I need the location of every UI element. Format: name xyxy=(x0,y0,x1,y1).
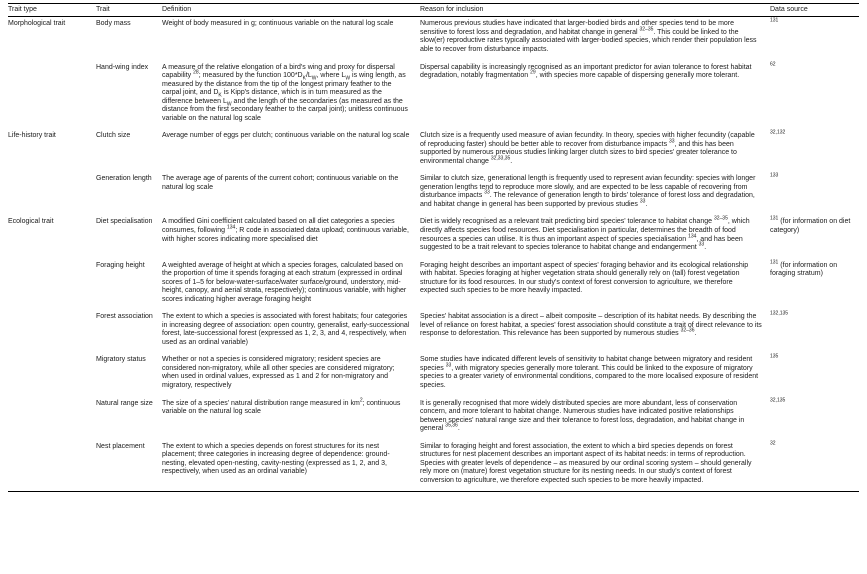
definition-cell: The size of a species' natural distribution range measured in $km^2$; continuous variable on the natural log scale xyxy=(162,397,401,416)
header-trait-type: Trait type xyxy=(8,4,96,17)
row-natural-range-size xyxy=(8,397,859,440)
definition-cell: A modified Gini coefficient calculated based on all diet categories a species consumes, following $^{134}$; R code in associated data upload; continuous variable, with higher scores indicating more specialised diet xyxy=(162,218,409,243)
trait-type-cell xyxy=(8,440,96,492)
data-source-cell: 133 xyxy=(770,173,779,180)
row-nest-placement xyxy=(8,440,859,492)
row-clutch-size xyxy=(8,129,859,172)
trait-name-cell: Body mass xyxy=(96,20,131,28)
trait-type-cell xyxy=(8,310,96,353)
header-data-source: Data source xyxy=(770,4,859,17)
traits-table xyxy=(8,3,859,492)
trait-type-cell: Life-history trait xyxy=(8,132,56,140)
data-source-cell: 62 xyxy=(770,61,776,68)
data-source-cell: 132,135 xyxy=(770,310,789,317)
reason-cell: Numerous previous studies have indicated that larger-bodied birds and other species tend to be more sensitive to forest loss and degradation, and habitat change in general $^{32-35}$. This could be linked to the slow(er) reproductive rates typically associated with larger-bodied species, which render their population less able to recover from disturbance impacts. xyxy=(420,20,757,53)
definition-cell: A measure of the relative elongation of a bird's wing and proxy for dispersal capability $^{28}$; measured by the function $100*D_K/L_W$, where $L_W$ is wing length, as measured by the distance from the tip of the longest primary feather to the carpal joint, and $D_K$ is Kipp's distance, which is in turn measured as the difference between $L_W$ and the length of the secondaries (as measured as the distance from the first secondary feather to the carpal joint); unitless continuous variable on the natural log scale xyxy=(162,63,408,122)
row-migratory-status xyxy=(8,353,859,396)
data-source-cell: 32,135 xyxy=(770,397,786,404)
reason-cell: Diet is widely recognised as a relevant trait predicting bird species' tolerance to habitat change $^{32-35}$, which directly affects species food resources. Diet specialisation in particular, determines the breadth of food resources a species can utilise. It is thus an important aspect of species specialisation $^{134}$, and has been suggested to be a trait relevant to species tolerance to habitat change and endangerment $^{33}$. xyxy=(420,216,750,252)
definition-cell: The extent to which a species depends on forest structures for its nest placement; three categories in increasing degree of dependence: ground-nesting, elevated open-nesting, cavity-nesting (expressed as 1, 2, and 3, respectively, when used as an ordinal variable) xyxy=(162,442,390,476)
table-header-row xyxy=(8,4,859,17)
trait-name-cell: Generation length xyxy=(96,175,152,183)
trait-name-cell: Foraging height xyxy=(96,261,145,269)
trait-type-cell xyxy=(8,61,96,130)
data-source-cell: $^{131}$ (for information on foraging stratum) xyxy=(770,259,838,278)
row-hand-wing-index xyxy=(8,61,859,130)
header-definition: Definition xyxy=(162,4,420,17)
reason-cell: Species' habitat association is a direct – albeit composite – description of its habitat needs. By describing the level of reliance on forest habitat, a species' forest association should constitute a trait of direct relevance to its response to deforestation. This relevance has been supported by numerous studies $^{32-36}$. xyxy=(420,313,762,338)
data-source-cell: 32,132 xyxy=(770,129,786,136)
row-generation-length xyxy=(8,172,859,215)
row-body-mass xyxy=(8,17,859,61)
trait-name-cell: Forest association xyxy=(96,313,153,321)
definition-cell: Weight of body measured in g; continuous variable on the natural log scale xyxy=(162,20,394,28)
reason-cell: Foraging height describes an important aspect of species' foraging behavior and its ecological relationship with habitat. Species foraging at higher vegetation strata should generally rely on (tall) forest vegetation structure for its food resources. In our study's context of forest conversion to agriculture, we therefore expected such species to be more heavily impacted. xyxy=(420,261,749,295)
trait-type-cell xyxy=(8,397,96,440)
trait-name-cell: Diet specialisation xyxy=(96,218,153,226)
trait-type-cell xyxy=(8,259,96,311)
trait-type-cell xyxy=(8,172,96,215)
trait-type-cell: Morphological trait xyxy=(8,20,66,28)
reason-cell: Some studies have indicated different levels of sensitivity to habitat change between migratory and resident species $^{33}$, with migratory species generally more tolerant. This could be linked to the exposure of migratory species to a greater variety of environmental conditions, compared to the more localised exposure of resident species. xyxy=(420,356,759,389)
trait-name-cell: Clutch size xyxy=(96,132,131,140)
header-reason-for-inclusion: Reason for inclusion xyxy=(420,4,770,17)
data-source-cell: 32 xyxy=(770,440,776,447)
data-source-cell: 131 xyxy=(770,18,779,25)
definition-cell: Average number of eggs per clutch; continuous variable on the natural log scale xyxy=(162,132,410,140)
reason-cell: It is generally recognised that more widely distributed species are more abundant, less of conservation concern, and more tolerant to habitat change. Numerous studies have indicated positive relationships between species' natural range size and their tolerance to forest loss, degradation, and habitat change in general $^{35,36}$. xyxy=(420,399,745,433)
definition-cell: Whether or not a species is considered migratory; resident species are considered non-migratory, while all other species are considered migratory; when used in ordinal values, expressed as 1 and 2 for non-migratory and migratory, respectively xyxy=(162,356,395,389)
data-source-cell: 135 xyxy=(770,354,779,361)
trait-name-cell: Nest placement xyxy=(96,442,145,450)
definition-cell: The average age of parents of the current cohort; continuous variable on the natural log scale xyxy=(162,175,399,191)
definition-cell: The extent to which a species is associated with forest habitats; four categories in increasing degree of association: open country, generalist, early-successional forest, late-successional forest (expressed as 1, 2, 3, and 4, respectively, when used as an ordinal variable) xyxy=(162,313,410,346)
row-foraging-height xyxy=(8,259,859,311)
trait-name-cell: Hand-wing index xyxy=(96,63,149,71)
definition-cell: A weighted average of height at which a species forages, calculated based on the proportion of time it spends foraging at each stratum (expressed in ordinal scores of 1–5 for below-water-surface/water surface/ground, understory, mid-height, canopy, and aerial strata, respectively); continuous variable, with higher scores indicating higher average foraging height xyxy=(162,261,407,303)
header-trait: Trait xyxy=(96,4,162,17)
trait-type-cell: Ecological trait xyxy=(8,218,54,226)
reason-cell: Similar to foraging height and forest association, the extent to which a bird species depends on forest structures for nest placement describes an important aspect of its habitat needs: in terms of reproduction. Species with greater levels of dependence – as measured by our ordinal scoring system – should generally rely more on (mature) forest vegetation structure for its nesting needs. In our study's context of forest conversion to agriculture, we therefore expected such species to be more heavily impacted. xyxy=(420,442,752,484)
reason-cell: Dispersal capability is increasingly recognised as an important predictor for avian tolerance to forest habitat degradation, notably fragmentation $^{29}$, with species more capable of dispersing generally more tolerant. xyxy=(420,63,752,80)
trait-type-cell xyxy=(8,353,96,396)
trait-name-cell: Migratory status xyxy=(96,356,146,364)
row-diet-specialisation xyxy=(8,215,859,258)
row-forest-association xyxy=(8,310,859,353)
trait-name-cell: Natural range size xyxy=(96,399,153,407)
reason-cell: Similar to clutch size, generational length is frequently used to represent avian fecundity: species with longer generation lengths tend to reproduce more slowly, and are expected to be less capable of recovering from disturbance impacts $^{33}$. The relevance of generation length to birds' tolerance of forest loss and degradation, and habitat change in general has been supported by previous studies $^{33}$. xyxy=(420,175,756,208)
data-source-cell: $^{131}$ (for information on diet category) xyxy=(770,216,851,235)
reason-cell: Clutch size is a frequently used measure of avian fecundity. In theory, species with higher fecundity (capable of reproducing faster) should be better able to recover from disturbance impacts $^{33}$, and this has been supported by numerous previous studies linking larger clutch sizes to bird species' greater tolerance to environmental change $^{32,33,35}$. xyxy=(420,132,755,165)
